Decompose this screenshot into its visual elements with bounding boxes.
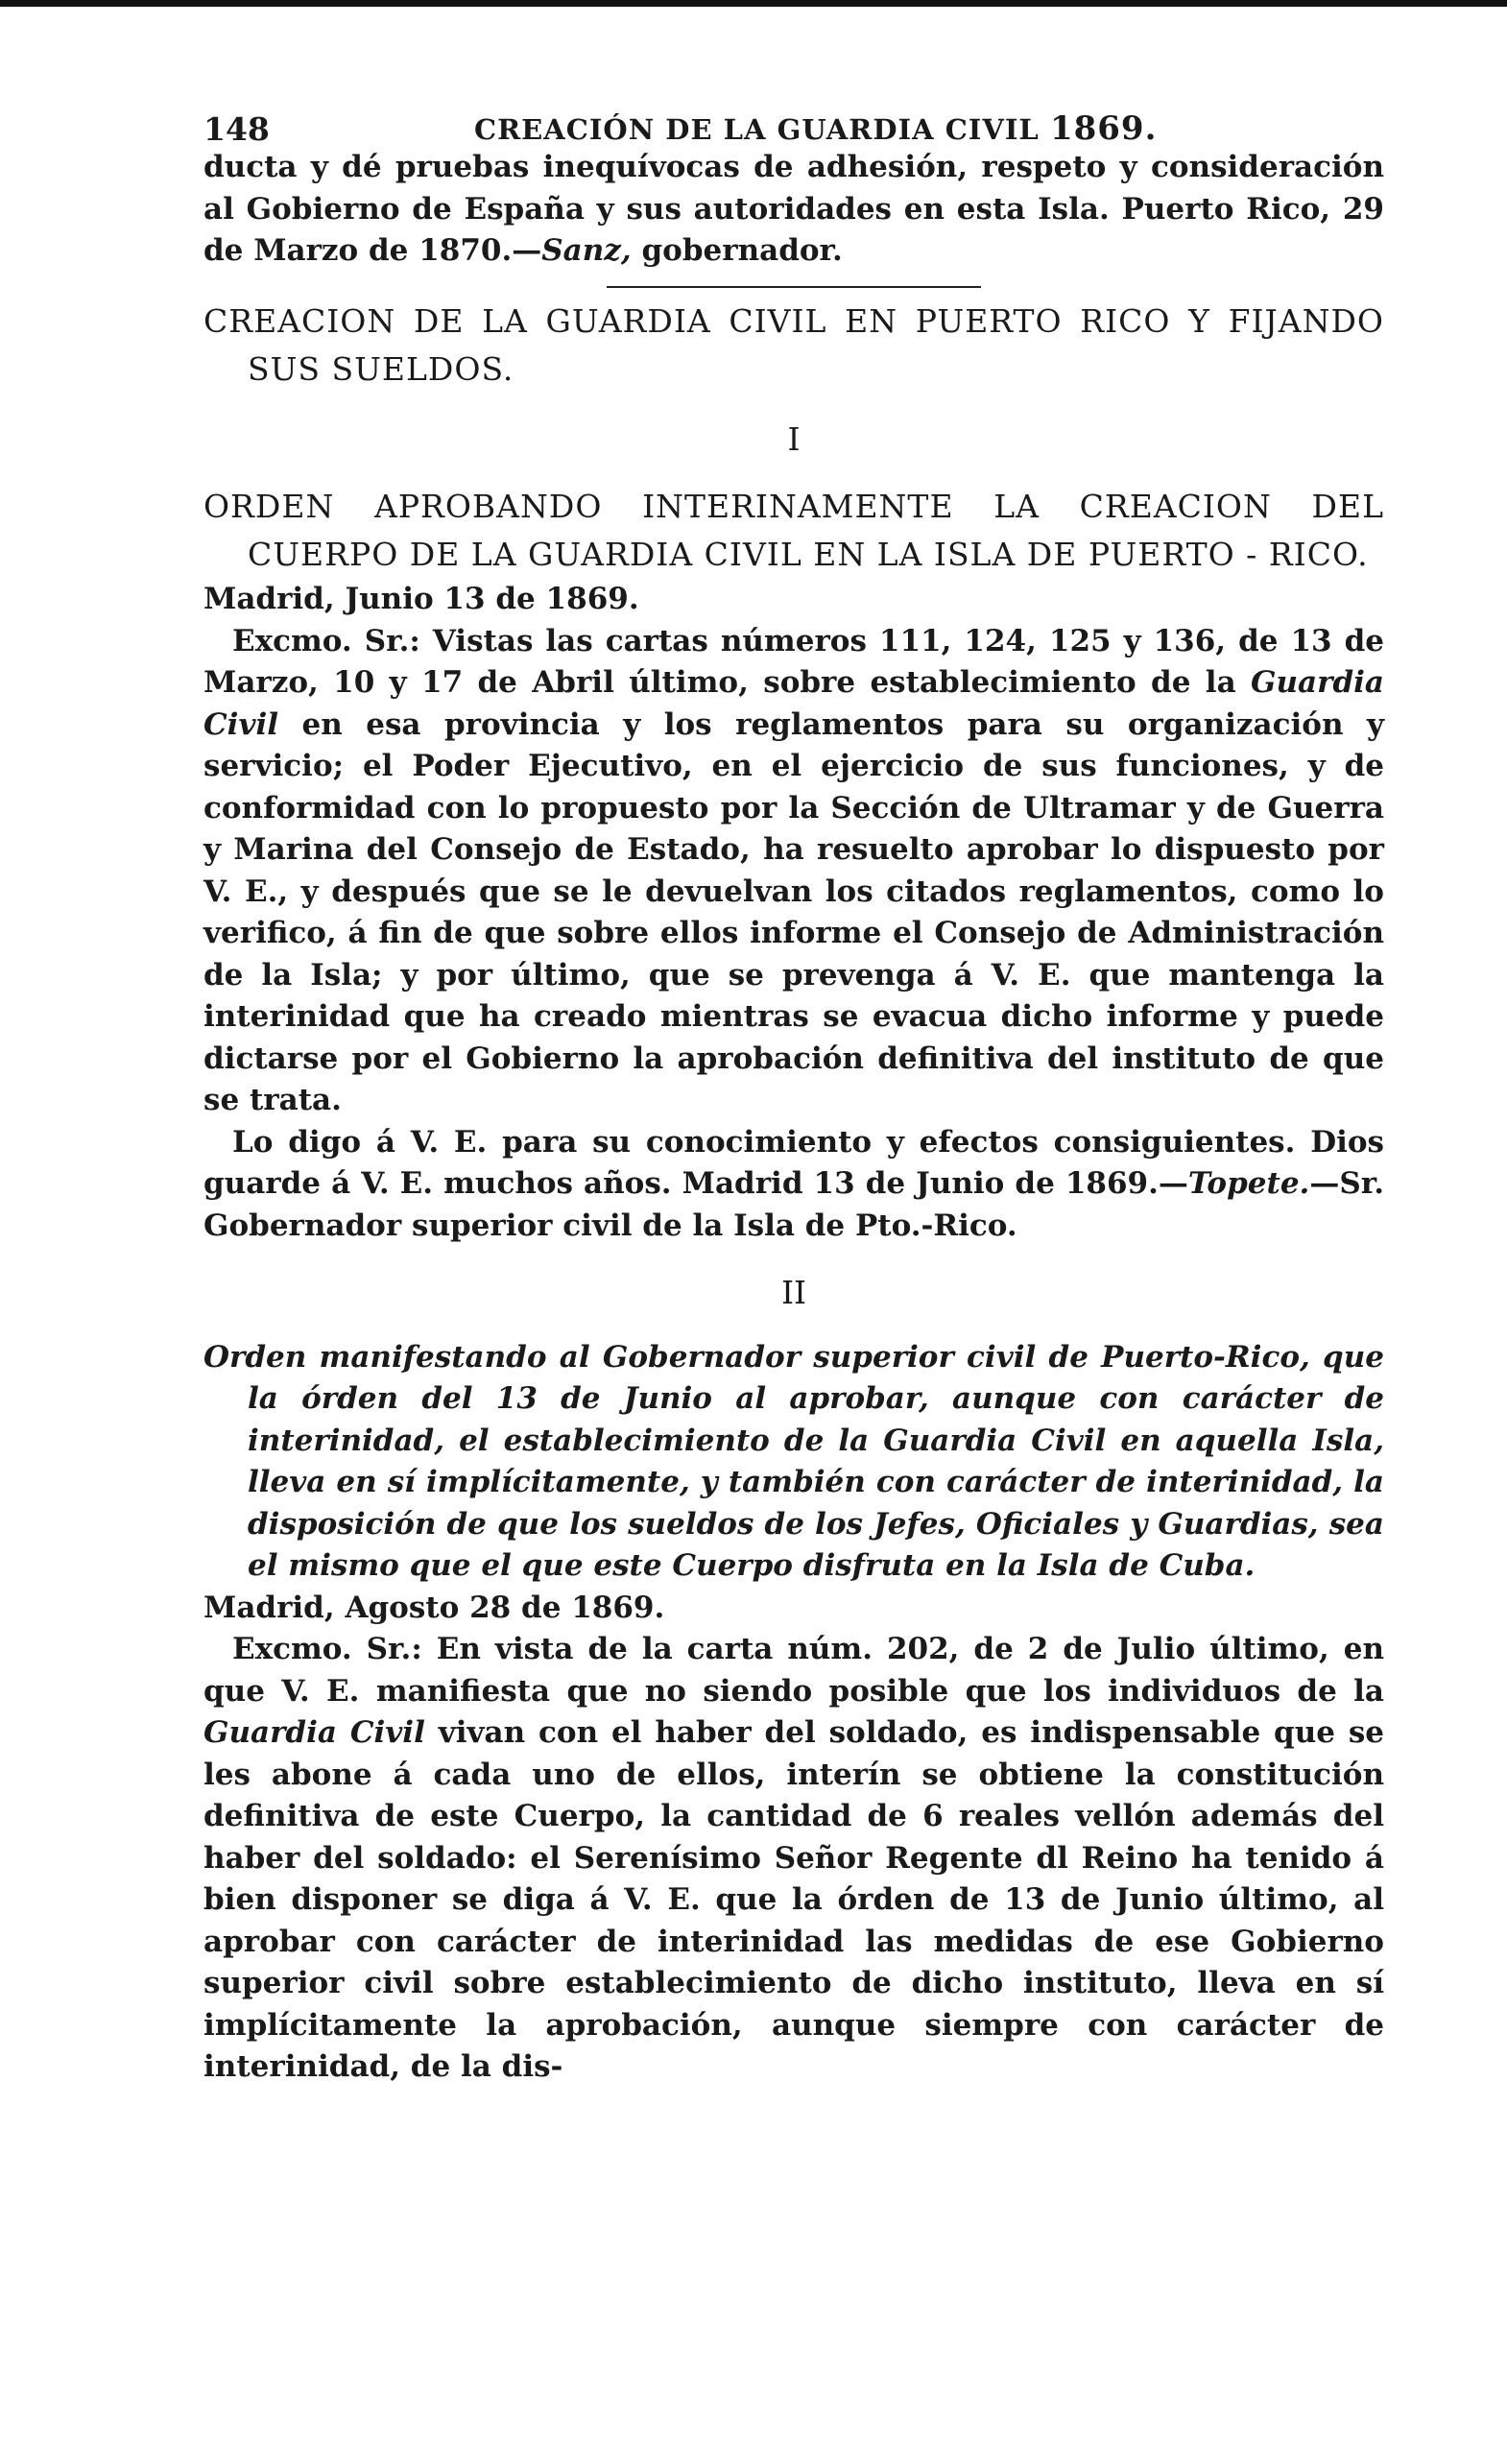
- doc2-dateline: Madrid, Agosto 28 de 1869.: [203, 1590, 665, 1625]
- doc1-closing-text-end: —Sr. Gobernador superior civil de la Isla de Pto.-Rico.: [203, 1166, 1384, 1243]
- intro-signer: Sanz,: [541, 233, 632, 268]
- doc1-body-text-cont: en esa provincia y los reglamentos para su organización y servicio; el Poder Ejecutivo, en el ejercicio de sus funciones, y de conformidad con lo propuesto por la Sección de Ultramar y de Guerra y Marina del Consejo de Estado, ha resuelto aprobar lo dispuesto por V. E., y después que se le devuelvan los citados reglamentos, como lo verifico, á fin de que sobre ellos informe el Consejo de Administración de la Isla; y por último, que se prevenga á V. E. que mantenga la interinidad que ha creado mientras se evacua dicho informe y puede dictarse por el Gobierno la aprobación definitiva del instituto de que se trata.: [203, 706, 1384, 1117]
- page-content: [203, 91, 1384, 2089]
- doc2-title: Orden manifestando al Gobernador superior civil de Puerto-Rico, que la órden del 13 de Junio al aprobar, aunque con carácter de interinidad, el establecimiento de la Guardia Civil en aquella Isla, lleva en sí implícitamente, y también con carácter de interinidad, la disposición de que los sueldos de los Jefes, Oficiales y Guardias, sea el mismo que el que este Cuerpo disfruta en la Isla de Cuba.: [203, 1339, 1384, 1583]
- running-head-year: 1869.: [1049, 109, 1158, 148]
- doc1-body: [203, 621, 1384, 1122]
- running-head: [474, 108, 1157, 152]
- separator-rule: [607, 286, 981, 288]
- doc1-dateline: Madrid, Junio 13 de 1869.: [203, 582, 639, 616]
- running-header: [203, 91, 1384, 147]
- running-head-title: CREACIÓN DE LA GUARDIA CIVIL: [474, 113, 1040, 146]
- intro-paragraph: [203, 147, 1384, 273]
- doc2-number: II: [780, 1274, 807, 1311]
- doc1-closing-signer: Topete.: [1187, 1166, 1310, 1201]
- doc1-title: ORDEN APROBANDO INTERINAMENTE LA CREACION DEL CUERPO DE LA GUARDIA CIVIL EN LA ISLA DE PUERTO - RICO.: [203, 488, 1384, 573]
- doc1-body-italic: Guardia Civil: [203, 665, 1384, 742]
- doc1-number: I: [787, 419, 801, 458]
- doc2-body-text: Excmo. Sr.: En vista de la carta núm. 202, de 2 de Julio último, en que V. E. manifiesta que no siendo posible que los individuos de la: [203, 1632, 1384, 1709]
- doc2-body-italic: Guardia Civil: [203, 1715, 425, 1750]
- doc1-body-text: Excmo. Sr.: Vistas las cartas números 111, 124, 125 y 136, de 13 de Marzo, 10 y 17 de Abril último, sobre establecimiento de la: [203, 623, 1384, 700]
- page-number: 148: [203, 110, 270, 148]
- top-border: [0, 0, 1507, 7]
- section-title: CREACION DE LA GUARDIA CIVIL EN PUERTO RICO Y FIJANDO SUS SUELDOS.: [203, 301, 1384, 388]
- doc1-closing: [203, 1122, 1384, 1248]
- intro-text-end: gobernador.: [631, 233, 843, 268]
- doc2-body: [203, 1629, 1384, 2089]
- intro-text: ducta y dé pruebas inequívocas de adhesión, respeto y consideración al Gobierno de España y sus autoridades en esta Isla. Puerto Rico, 29 de Marzo de 1870.—: [203, 150, 1384, 268]
- doc1-closing-text: Lo digo á V. E. para su conocimiento y efectos consiguientes. Dios guarde á V. E. muchos años. Madrid 13 de Junio de 1869.—: [203, 1124, 1384, 1201]
- doc2-body-text-cont: vivan con el haber del soldado, es indispensable que se les abone á cada uno de ellos, interín se obtiene la constitución definitiva de este Cuerpo, la cantidad de 6 reales vellón además del haber del soldado: el Serenísimo Señor Regente dl Reino ha tenido á bien disponer se diga á V. E. que la órden de 13 de Junio último, al aprobar con carácter de interinidad las medidas de ese Gobierno superior civil sobre establecimiento de dicho instituto, lleva en sí implícitamente la aprobación, aunque siempre con carácter de interinidad, de la dis-: [203, 1715, 1385, 2084]
